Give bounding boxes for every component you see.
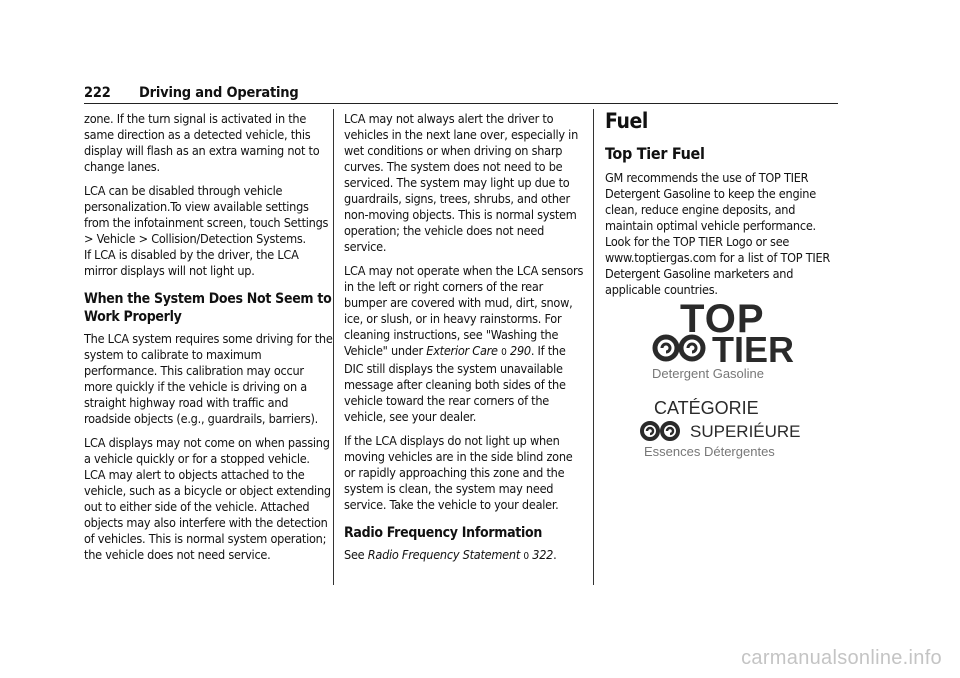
paragraph: LCA displays may not come on when passing a vehicle quickly or for a stopped vehicle. LCA may alert to objects attached to the vehicle, such as a bicycle or object extending out to either side of the vehicle. Attached objects may also interfere with the detection of vehicles. This is normal system operation; the vehicle does not need service. — [84, 435, 331, 562]
logo-categorie-text: CATÉGORIE — [654, 398, 759, 418]
text-span: See — [344, 547, 368, 562]
paragraph: GM recommends the use of TOP TIER Detergent Gasoline to keep the engine clean, reduce engine deposits, and maintain optimal vehicle performance. Look for the TOP TIER Logo or see www.toptiergas.com for a list of TOP TIER Detergent Gasoline marketers and applicable countries. — [605, 170, 830, 297]
page-reference[interactable]: 290 — [509, 343, 531, 358]
swirl-icon — [642, 423, 678, 439]
paragraph: LCA may not always alert the driver to vehicles in the next lane over, especially in wet conditions or when driving on sharp curves. The system does not need to be serviced. The system may light up due to guardrails, signs, trees, shrubs, and other non-moving objects. This is normal system operation; the vehicle does not need service. — [344, 111, 578, 254]
logo-detergent-text: Detergent Gasoline — [652, 366, 765, 381]
page-arrow-icon: 0 — [523, 551, 529, 562]
text-span: . — [553, 547, 557, 562]
logo-top-text: TOP — [680, 297, 765, 341]
column-left — [84, 111, 334, 571]
swirl-icon — [655, 337, 703, 359]
paragraph: zone. If the turn signal is activated in the same direction as a detected vehicle, this display will flash as an extra warning not to change lanes. — [84, 111, 320, 174]
logo-tier-text: TIER — [712, 329, 795, 370]
column-middle — [344, 111, 584, 573]
page-arrow-icon: 0 — [501, 347, 507, 358]
paragraph: LCA can be disabled through vehicle personalization.To view available settings from the infotainment screen, touch Settings > Vehicle > Collision/Detection Systems. — [84, 183, 329, 246]
paragraph: If LCA is disabled by the driver, the LCA mirror displays will not light up. — [84, 247, 299, 278]
logo-superieure-text: SUPERIÉURE — [690, 422, 801, 441]
text-span: LCA may not operate when the LCA sensors in the left or right corners of the rear bumper are covered with mud, dirt, snow, ice, or slush, or in heavy rainstorms. For cleaning instructions, see "Washing the Vehicle" under — [344, 263, 584, 358]
column-divider — [593, 109, 594, 585]
heading-radio-frequency: Radio Frequency Information — [344, 525, 543, 541]
logo-essences-text: Essences Détergentes — [644, 444, 775, 459]
text-span: . If the DIC still displays the system unavailable message after cleaning both sides of the vehicle toward the rear corners of the vehicle, see your dealer. — [344, 343, 566, 424]
column-right — [605, 111, 840, 306]
paragraph: If the LCA displays do not light up when moving vehicles are in the side blind zone or rapidly approaching this zone and the system is clean, the system may need service. Take the vehicle to your dealer. — [344, 433, 573, 512]
cross-reference-link[interactable]: Exterior Care — [426, 343, 498, 358]
cross-reference-link[interactable]: Radio Frequency Statement — [367, 547, 521, 562]
section-title: Driving and Operating — [139, 85, 299, 101]
top-tier-logo — [640, 296, 830, 466]
heading-work-properly: When the System Does Not Seem to Work Properly — [84, 291, 332, 325]
paragraph — [344, 547, 584, 565]
heading-fuel: Fuel — [605, 109, 649, 133]
page-reference[interactable]: 322 — [532, 547, 554, 562]
page-header — [84, 83, 838, 104]
heading-top-tier-fuel: Top Tier Fuel — [605, 144, 705, 163]
page-number: 222 — [84, 85, 111, 101]
paragraph: The LCA system requires some driving for the system to calibrate to maximum performance. This calibration may occur more quickly if the vehicle is driving on a straight highway road with traffic and roadside objects (e.g., guardrails, barriers). — [84, 331, 333, 426]
paragraph — [344, 263, 584, 425]
watermark: carmanualsonline.info — [741, 647, 942, 669]
